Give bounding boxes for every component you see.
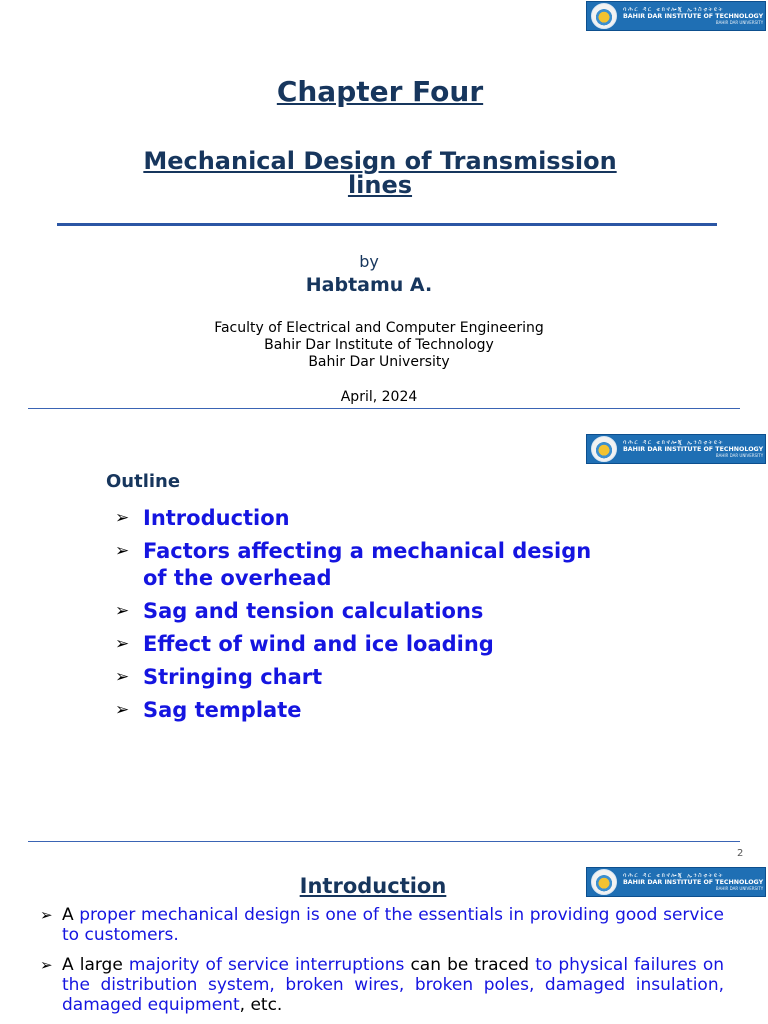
- arrow-bullet-icon: ➢: [115, 601, 130, 621]
- slide-separator: [28, 841, 740, 842]
- arrow-bullet-icon: ➢: [115, 634, 130, 654]
- intro-paragraph-1: ➢ A proper mechanical design is one of the essentials in providing good service to customers.: [40, 905, 724, 945]
- slide-separator: [28, 408, 740, 409]
- arrow-bullet-icon: ➢: [115, 667, 130, 687]
- arrow-bullet-icon: ➢: [115, 700, 130, 720]
- arrow-bullet-icon: ➢: [115, 508, 130, 528]
- outline-list: [115, 505, 615, 730]
- list-item: ➢ Stringing chart: [115, 665, 323, 689]
- list-item: ➢ Sag and tension calculations: [115, 599, 484, 623]
- arrow-bullet-icon: ➢: [40, 956, 53, 974]
- intro-paragraph-2: ➢ A large majority of service interruptions can be traced to physical failures on the distribution system, broken wires, broken poles, damaged insulation, damaged equipment, etc.: [40, 955, 724, 1015]
- list-item: ➢ Effect of wind and ice loading: [115, 632, 494, 656]
- university-seal-icon: [591, 436, 617, 462]
- institute-logo: ባሕር ዳር ቴክኖሎጂ ኢንስቲትዩት BAHIR DAR INSTITUTE OF TECHNOLOGY BAHIR DAR UNIVERSITY: [586, 434, 766, 464]
- chapter-subtitle: Mechanical Design of Transmission lines: [143, 147, 617, 199]
- chapter-title: Chapter Four: [276, 75, 484, 108]
- list-item: ➢ Factors affecting a mechanical design of the overhead: [115, 539, 592, 590]
- list-item: ➢ Sag template: [115, 698, 302, 722]
- by-label: by: [359, 252, 379, 271]
- university-seal-icon: [591, 3, 617, 29]
- list-item: ➢ Introduction: [115, 506, 290, 530]
- title-slide: [0, 0, 768, 410]
- presentation-date: April, 2024: [340, 389, 418, 405]
- page-number: 2: [737, 848, 744, 859]
- introduction-heading: Introduction: [299, 874, 447, 898]
- outline-heading: Outline: [106, 471, 181, 492]
- arrow-bullet-icon: ➢: [40, 906, 53, 924]
- arrow-bullet-icon: ➢: [115, 541, 130, 561]
- title-divider: [57, 223, 717, 226]
- affiliation: Faculty of Electrical and Computer Engineering Bahir Dar Institute of Technology Bahir Dar University: [214, 320, 544, 370]
- author-name: Habtamu A.: [305, 274, 433, 296]
- institute-logo: ባሕር ዳር ቴክኖሎጂ ኢንስቲትዩት BAHIR DAR INSTITUTE OF TECHNOLOGY BAHIR DAR UNIVERSITY: [586, 867, 766, 897]
- institute-logo: ባሕር ዳር ቴክኖሎጂ ኢንስቲትዩት BAHIR DAR INSTITUTE OF TECHNOLOGY BAHIR DAR UNIVERSITY: [586, 1, 766, 31]
